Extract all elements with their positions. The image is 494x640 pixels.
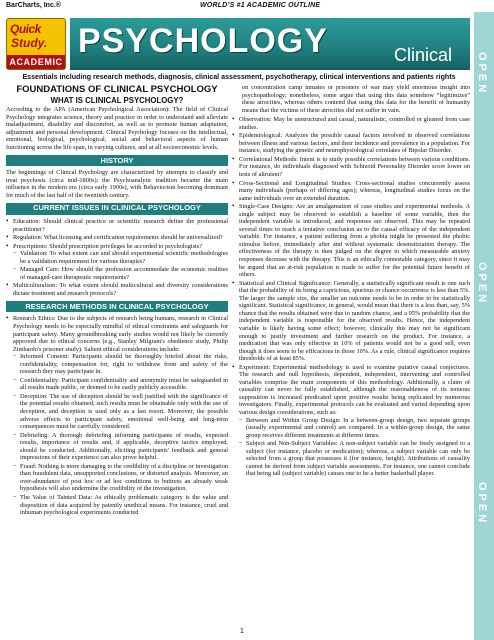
sub-list	[13, 250, 228, 281]
header	[0, 12, 472, 70]
list-item: – Managed Care: How should the profession accommodate the economic realities of managed-care therapeutic requirements?	[13, 266, 228, 281]
list-item: – Deception: The use of deception should be well justified with the significance of the potential results obtained; such results must be obtainable only with the use of deception, and deception is used only as a last resort. Moreover, the possible adverse effects to participant safety, emotional well-being and long-term consequences must be carefully considered.	[13, 393, 228, 431]
publisher-name: BarCharts, Inc.®	[6, 2, 61, 9]
list-item: – The Value of Tainted Data: As ethically problematic category is the value and disposition of data acquired by patently unethical means. For instance, cruel and inhuman psychological experiments conducted	[13, 494, 228, 517]
history-paragraph: The beginnings of Clinical Psychology are characterized by attempts to classify and treat psychosis (circa mid-1800s); the Psychoanalytic tradition became the main influence in the modern era (circa early 1900s), with Behaviorism becoming dominant for much of the last half of the twentieth century.	[6, 169, 228, 199]
methods-list	[232, 116, 470, 478]
list-item: • Single-Case Designs: Are an amalgamation of case studies and experimental methods. A single subject may be observed to establish a baseline of some variable, then the independent variable is introduced, and responses are observed. This may be repeated several times to reach a tentative conclusion as to the causal efficacy of the independent variable. For instance, a patient suffering from a phobia might be presented the phobic stimulus before, immediately after and without systematic desensitization therapy. The effectiveness of the therapy is then judged on the degree to which measurable anxiety responses decrease with the therapy. This is an ethically contestable category, since it may be argued that an at-risk population is made to suffer for the potential future benefit of others.	[232, 203, 470, 278]
list-item: – Between and Within Group Design: In a between-group design, two separate groups (usually experimental and control) are compared. In a within-group design, the same group receives different treatments at different times.	[239, 417, 470, 440]
list-item: • Cross-Sectional and Longitudinal Studies: Cross-sectional studies concurrently assess many individuals (perhaps of differing ages); whereas, longitudinal studies focus on the same individuals over an extended duration.	[232, 180, 470, 203]
page-number: 1	[240, 628, 244, 635]
logo-line2: Study.	[11, 36, 48, 50]
section-heading-foundations: FOUNDATIONS OF CLINICAL PSYCHOLOGY	[16, 84, 218, 95]
list-item: – Informed Consent: Participants should be thoroughly briefed about the risks, confidentiality, compensation for, right to withdraw from and safety of the research they may participate in.	[13, 353, 228, 376]
list-item: • Multiculturalism: To what extent should multicultural and diversity considerations dictate treatment and research protocols?	[6, 282, 228, 297]
title-bar	[70, 18, 470, 70]
section-bar-research-methods: RESEARCH METHODS IN CLINICAL PSYCHOLOGY	[6, 301, 228, 312]
list-item-text: Research Ethics: Due to the subjects of research being humans, research in Clinical Psychology needs to be especially mindful of ethical constraints and safeguards for participant safety. Many groundbreaking early studies would not likely be currently approved due to ethical concerns (e.g., Stanley Milgram's obedience study, Philip Zimbardo's prisoner study). Salient ethical considerations include:	[13, 315, 228, 353]
list-item-text: Experiment: Experimental methodology is used to examine putative causal conjectures. The research and null hypothesis, dependent, independent, intervening and controlled variables comprise the main components of this methodology. Additionally, a claim of causality can never be fully established, although the reasonableness of its tenuous supposition is increased predicated upon positive results being replicated by numerous investigators. Finally, experimental protocols can be evaluated and varied depending upon various design considerations, such as:	[239, 363, 470, 416]
list-item: – Confidentiality: Participant confidentiality and anonymity must be safeguarded in all results made public, or deemed to be easily publicly accessible.	[13, 377, 228, 392]
list-item: • Regulation: What licensing and certification requirements should be universalized?	[6, 234, 228, 242]
subheading-what-is: WHAT IS CLINICAL PSYCHOLOGY?	[50, 96, 184, 105]
section-bar-history: HISTORY	[6, 155, 228, 166]
list-item: – Subject and Non-Subject Variables: A non-subject variable can be freely assigned to a subject (for instance, placebo or medication); whereas, a subject variable can only be selected from a group that possesses it (for instance, height). Attributions of causality cannot be derived from subject variable assessments. For instance, one cannot conclude that being tall (subject variable) causes one to be a better basketball player.	[239, 440, 470, 478]
list-item: • Observation: May be unstructured and casual, naturalistic, controlled or gleaned from case studies.	[232, 116, 470, 131]
logo-line3: ACADEMIC	[7, 55, 65, 69]
section-bar-current-issues: CURRENT ISSUES IN CLINICAL PSYCHOLOGY	[6, 203, 228, 215]
list-item: • Epidemiological: Analyzes the possible causal factors involved in observed correlations between illness and various factors, and their incidence and prevalence in a population. For instance, studying the genetic and neurophysiological correlates of Bipolar Disorder.	[232, 132, 470, 155]
list-item	[6, 315, 228, 516]
list-item: • Correlational Methods: Intent is to study possible correlations between various conditions. For instance, do individuals diagnosed with Schizoid Personality Disorder score lower on tests of altruism?	[232, 156, 470, 179]
what-is-paragraph: According to the APA (American Psychological Association): The field of Clinical Psychology integrates science, theory and practice in order to understand and alleviate maladjustment, disability and discomfort, as well as to promote human adaptation, adjustment and personal development. Clinical Psychology focuses on the intellectual, emotional, biological, psychological, social and behavioral aspects of human functioning across the life span, in varying cultures, and at all socioeconomic levels.	[6, 106, 228, 151]
side-tab-label: OPEN	[476, 52, 488, 96]
logo-line1: Quick	[10, 22, 41, 36]
current-issues-list	[6, 218, 228, 297]
sub-list	[13, 353, 228, 516]
list-item-text: Prescriptions: Should prescription privileges be accorded to psychologists?	[13, 242, 203, 250]
sub-list	[239, 417, 470, 478]
list-item	[232, 364, 470, 478]
side-tab-label: OPEN	[476, 482, 488, 526]
list-item: – Validation: To what extent can and should experimental scientific methodologies be a validation requirement for various therapies?	[13, 250, 228, 265]
list-item: – Fraud: Nothing is more damaging to the credibility of a discipline or investigation than fraudulent data, unsupported conclusions, or distorted analysis. Moreover, an over-abundance of post hoc or ad hoc conditions to buttress an already weak hypothesis will also undermine the credibility of the investigation.	[13, 463, 228, 493]
list-item: – Debriefing: A thorough debriefing informing participants of results, expected results, importance of results and, if applicable, deceptive tactics employed, should be conducted. Additionally, eliciting participants' feedback and general impressions of their experience can also prove helpful.	[13, 432, 228, 462]
page-subtitle: Clinical	[393, 45, 452, 65]
list-item	[6, 243, 228, 282]
left-column	[6, 84, 228, 518]
right-column	[232, 84, 470, 479]
side-tab-label: OPEN	[476, 262, 488, 306]
page-title: PSYCHOLOGY	[78, 22, 328, 60]
side-tab	[474, 12, 494, 640]
topics-subtitle: Essentials including research methods, diagnosis, clinical assessment, psychotherapy, clinical interventions and patients rights	[22, 73, 456, 81]
research-list	[6, 315, 228, 516]
list-item: • Education: Should clinical practice or scientific research define the professional practitioner?	[6, 218, 228, 233]
list-item: • Statistical and Clinical Significance: Generally, a statistically significant result is one such that the probability of its being a capricious, spurious or chance occurrence is less than 5%. The larger the sample size, the smaller an outcome needs to be in order to be statistically significant. Statistical significance, in general, would mean that there is a less than, say, 5% chance that the results obtained were due to random chance, and a 95% probability that the independent variable is responsible for the observed results. Hence, the independent variable is likely having some effect; however, clinically this may not be significant enough to justify investment and further research on the product. For instance, a medication that was only effective in 10% of patients would not be a good sell, even though it does seem to be efficacious in those 10%. As a rule, clinical significance requires thresholds of at least 85%.	[232, 280, 470, 363]
quickstudy-logo	[6, 18, 66, 70]
tagline: WORLD’S #1 ACADEMIC OUTLINE	[200, 2, 321, 9]
continued-paragraph: on concentration camp inmates or prisoners of war may yield enormous insight into psychopathology; nonetheless, some argue that using this data somehow “legitimizes” these atrocities, whereas others contend that using this data for the benefit of humanity means that the victims of these atrocities did not suffer in vain.	[242, 84, 470, 114]
